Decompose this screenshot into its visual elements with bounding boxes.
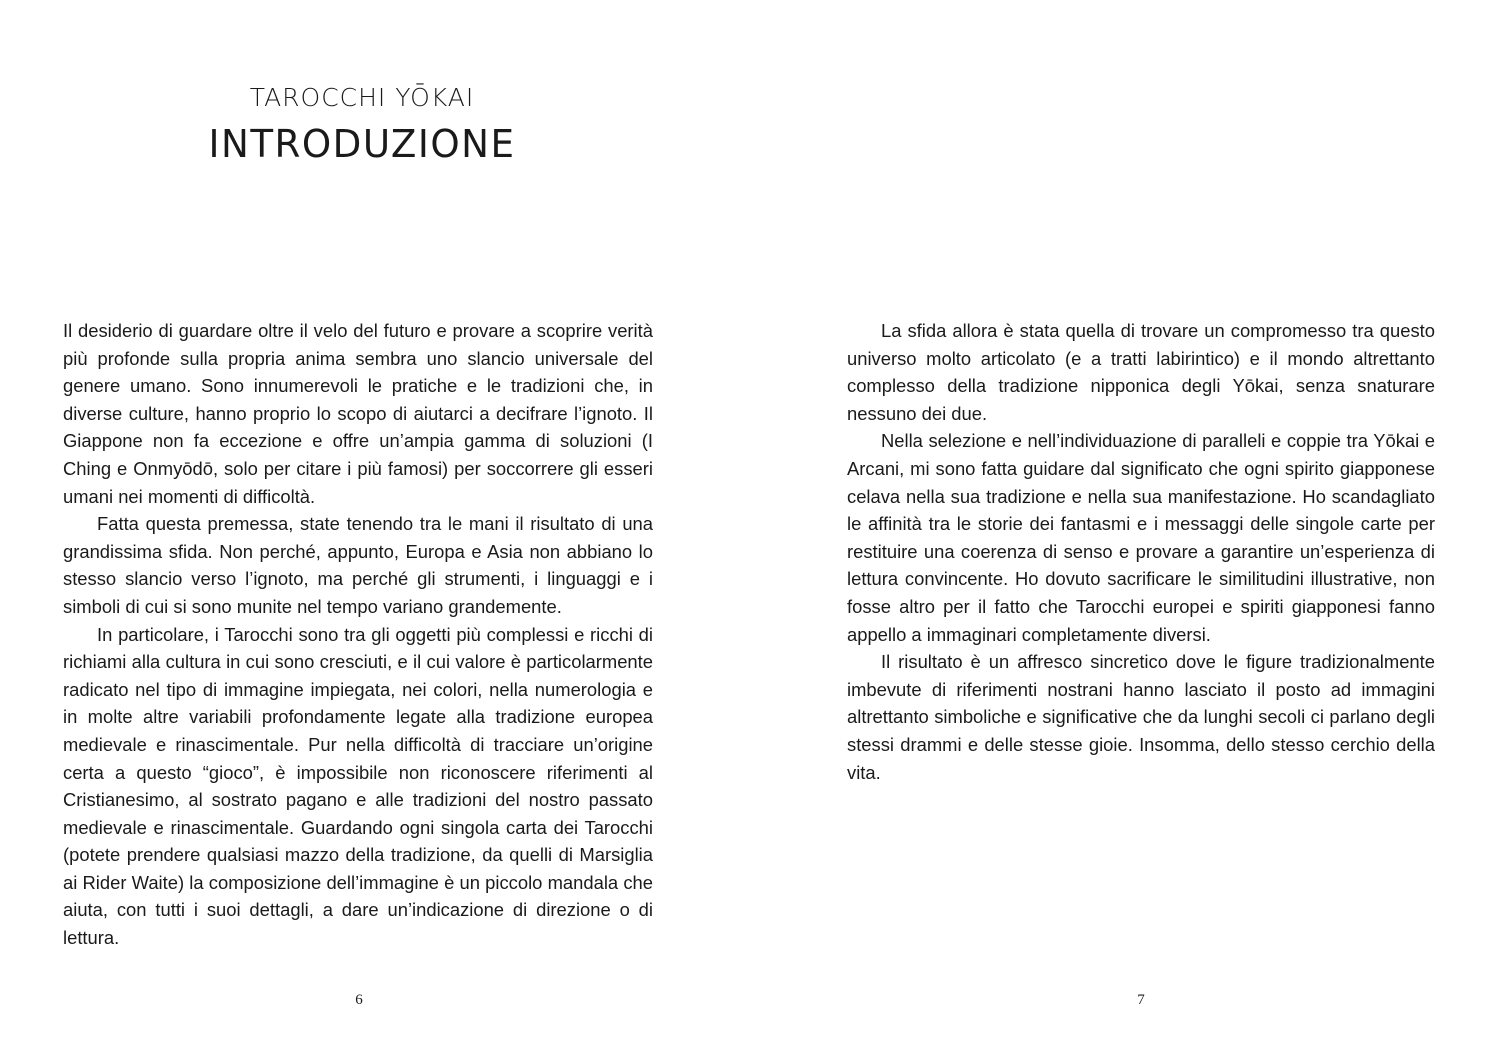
paragraph: Il desiderio di guardare oltre il velo del futuro e provare a scoprire verità più profonde sulla propria anima sembra uno slancio universale del genere umano. Sono innumerevoli le pratiche e le tradizioni che, in diverse culture, hanno proprio lo scopo di aiutarci a decifrare l’ignoto. Il Giappone non fa eccezione e offre un’ampia gamma di soluzioni (I Ching e Onmyōdō, solo per citare i più famosi) per soccorrere gli esseri umani nei momenti di difficoltà.: [63, 320, 653, 507]
paragraph: Fatta questa premessa, state tenendo tra le mani il risultato di una grandissima sfida. Non perché, appunto, Europa e Asia non abbiano lo stesso slancio verso l’ignoto, ma perché gli strumenti, i linguaggi e i simboli di cui si sono munite nel tempo variano grandemente.: [63, 513, 653, 617]
paragraph: Il risultato è un affresco sincretico dove le figure tradizionalmente imbevute di riferimenti nostrani hanno lasciato il posto ad immagini altrettanto simboliche e significative che da lunghi secoli ci parlano degli stessi drammi e delle stesse gioie. Insomma, dello stesso cerchio della vita.: [847, 651, 1435, 783]
title-block: [192, 82, 532, 168]
chapter-title: INTRODUZIONE: [208, 122, 516, 166]
paragraph: In particolare, i Tarocchi sono tra gli oggetti più complessi e ricchi di richiami alla cultura in cui sono cresciuti, e il cui valore è particolarmente radicato nel tipo di immagine impiegata, nei colori, nella numerologia e in molte altre variabili profondamente legate alla tradizione europea medievale e rinascimentale. Pur nella difficoltà di tracciare un’origine certa a questo “gioco”, è impossibile non riconoscere riferimenti al Cristianesimo, al sostrato pagano e alle tradizioni del nostro passato medievale e rinascimentale. Guardando ogni singola carta dei Tarocchi (potete prendere qualsiasi mazzo della tradizione, da quelli di Marsiglia ai Rider Waite) la composizione dell’immagine è un piccolo mandala che aiuta, con tutti i suoi dettagli, a dare un’indicazione di direzione o di lettura.: [63, 623, 653, 949]
book-supertitle: TAROCCHI YŌKAI: [249, 83, 475, 112]
left-body-text: [63, 317, 653, 952]
paragraph: Nella selezione e nell’individuazione di paralleli e coppie tra Yōkai e Arcani, mi sono fatta guidare dal significato che ogni spirito giapponese celava nella sua tradizione e nella sua manifestazione. Ho scandagliato le affinità tra le storie dei fantasmi e i messaggi delle singole carte per restituire una coerenza di senso e provare a garantire un’esperienza di lettura convincente. Ho dovuto sacrificare le similitudini illustrative, non fosse altro per il fatto che Tarocchi europei e spiriti giapponesi fanno appello a immaginari completamente diversi.: [847, 430, 1435, 645]
right-page: [750, 0, 1500, 1044]
page-number: 6: [355, 992, 363, 1008]
right-body-text: [847, 317, 1435, 786]
page-number: 7: [1137, 992, 1145, 1008]
paragraph: La sfida allora è stata quella di trovare un compromesso tra questo universo molto articolato (e a tratti labirintico) e il mondo altrettanto complesso della tradizione nipponica degli Yōkai, senza snaturare nessuno dei due.: [847, 320, 1435, 424]
